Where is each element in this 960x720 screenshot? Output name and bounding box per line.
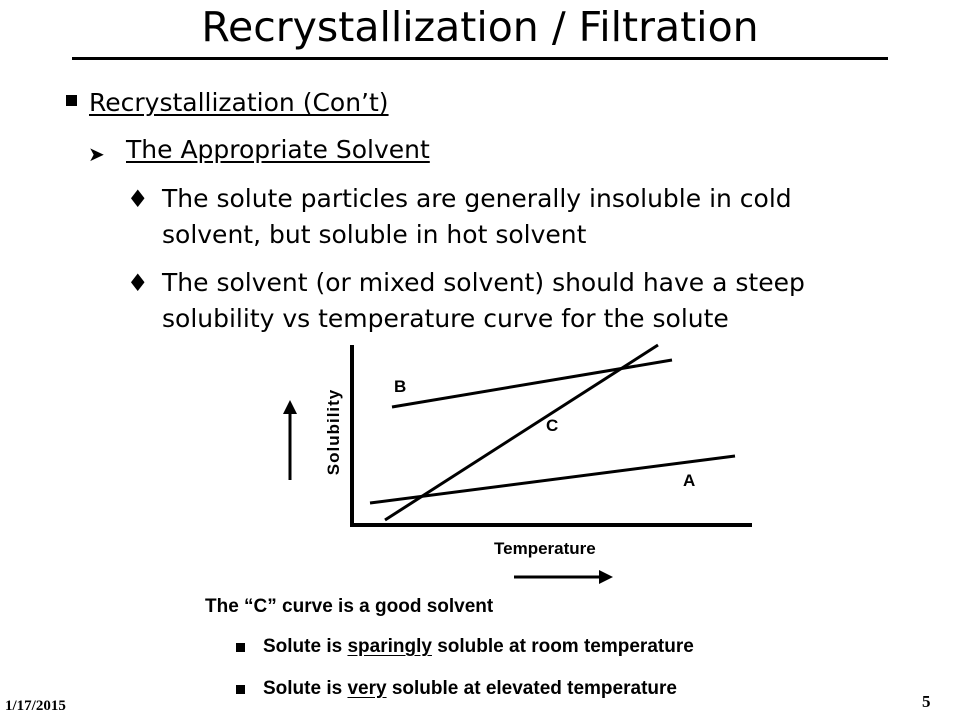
arrow-bullet-icon: ➤ <box>88 142 105 166</box>
curve-b-line <box>392 360 672 407</box>
right-arrow-icon <box>599 570 613 584</box>
diamond-bullet-icon: ♦ <box>127 185 149 213</box>
y-axis-label: Solubility <box>324 388 343 476</box>
curve-c-label: C <box>546 416 559 435</box>
curve-a-label: A <box>683 471 696 490</box>
bullet-appropriate-solvent: The Appropriate Solvent <box>126 135 430 164</box>
up-arrow-icon <box>283 400 297 414</box>
page-number: 5 <box>922 692 931 711</box>
note-item-sparingly: Solute is sparingly soluble at room temperature <box>263 636 694 657</box>
bullet-recrystallization: Recrystallization (Con’t) <box>89 88 389 117</box>
slide-title: Recrystallization / Filtration <box>201 3 759 51</box>
footer-date: 1/17/2015 <box>5 698 66 714</box>
small-square-bullet-icon <box>236 685 245 694</box>
curve-b-label: B <box>394 377 407 396</box>
diamond-bullet-icon: ♦ <box>127 269 149 297</box>
bullet-solvent-line-1: The solvent (or mixed solvent) should have a steep <box>162 268 805 297</box>
x-axis-label: Temperature <box>494 539 596 558</box>
curve-c-line <box>385 345 658 520</box>
curve-a-line <box>370 456 735 503</box>
bullet-solvent-line-2: solubility vs temperature curve for the solute <box>162 304 729 333</box>
note-item-very: Solute is very soluble at elevated temperature <box>263 678 677 699</box>
notes-heading: The “C” curve is a good solvent <box>205 596 494 617</box>
bullet-solute-line-1: The solute particles are generally insoluble in cold <box>162 184 792 213</box>
bullet-solute-line-2: solvent, but soluble in hot solvent <box>162 220 587 249</box>
small-square-bullet-icon <box>236 643 245 652</box>
